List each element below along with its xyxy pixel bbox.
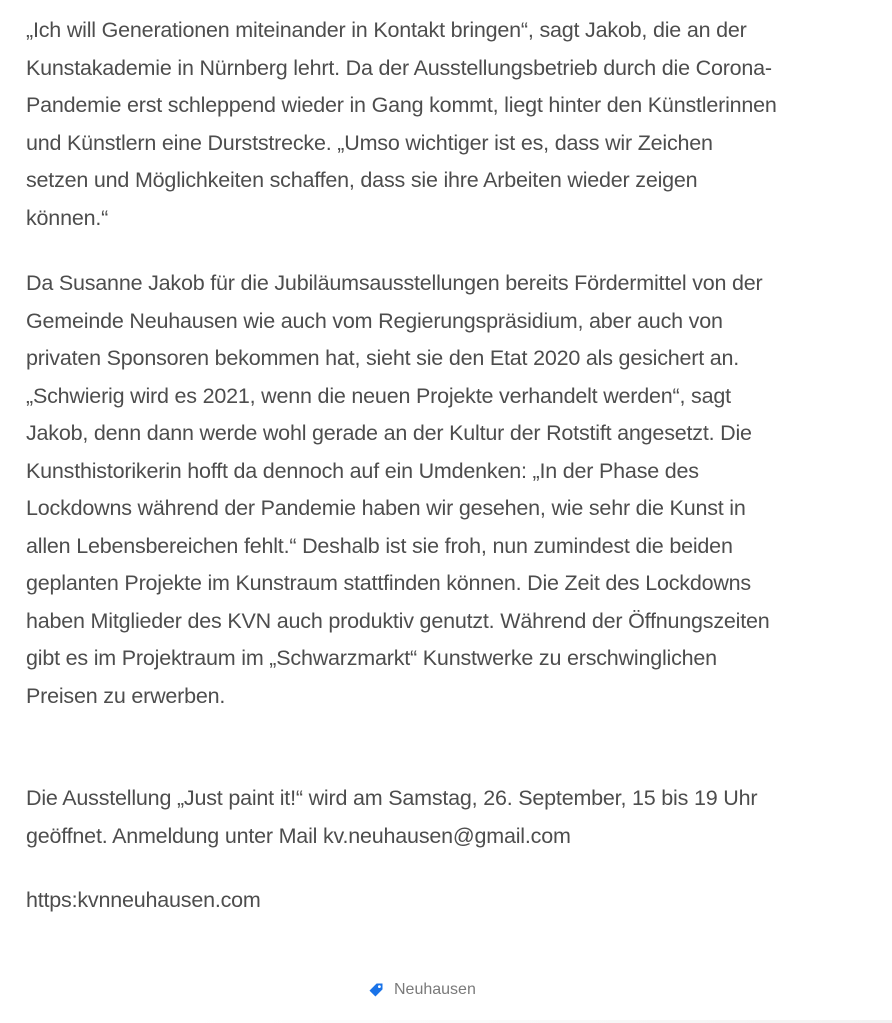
text-line: Pandemie erst schleppend wieder in Gang kommt, liegt hinter den Künstlerinnen xyxy=(26,93,777,117)
tag-icon xyxy=(368,982,384,998)
text-line: setzen und Möglichkeiten schaffen, dass sie ihre Arbeiten wieder zeigen xyxy=(26,168,698,192)
event-info-paragraph xyxy=(26,780,846,855)
text-line: Kunstakademie in Nürnberg lehrt. Da der Ausstellungsbetrieb durch die Corona- xyxy=(26,55,772,80)
text-line: Lockdowns während der Pandemie haben wir gesehen, wie sehr die Kunst in xyxy=(26,496,746,520)
text-line: Jakob, denn dann werde wohl gerade an der Kultur der Rotstift angesetzt. Die xyxy=(26,421,752,445)
text-line: allen Lebensbereichen fehlt.“ Deshalb ist sie froh, nun zumindest die beiden xyxy=(26,533,733,558)
article-body xyxy=(26,12,846,920)
website-text: https:kvnneuhausen.com xyxy=(26,888,261,912)
text-line: „Schwierig wird es 2021, wenn die neuen Projekte verhandelt werden“, sagt xyxy=(26,383,731,408)
article-paragraph xyxy=(26,12,846,237)
text-line: gibt es im Projektraum im „Schwarzmarkt“ Kunstwerke zu erschwinglichen xyxy=(26,646,717,670)
text-line: geöffnet. Anmeldung unter Mail kv.neuhausen@gmail.com xyxy=(26,823,571,848)
tag-link-neuhausen[interactable]: Neuhausen xyxy=(394,981,476,998)
text-line: privaten Sponsoren bekommen hat, sieht sie den Etat 2020 als gesichert an. xyxy=(26,346,740,370)
text-line: haben Mitglieder des KVN auch produktiv genutzt. Während der Öffnungszeiten xyxy=(26,608,770,633)
text-line: Die Ausstellung „Just paint it!“ wird am Samstag, 26. September, 15 bis 19 Uhr xyxy=(26,786,758,810)
text-line: Kunsthistorikerin hofft da dennoch auf ein Umdenken: „In der Phase des xyxy=(26,458,699,483)
text-line: „Ich will Generationen miteinander in Kontakt bringen“, sagt Jakob, die an der xyxy=(26,18,747,42)
website-paragraph xyxy=(26,882,846,920)
text-line: Gemeinde Neuhausen wie auch vom Regierungspräsidium, aber auch von xyxy=(26,308,723,333)
text-line: Da Susanne Jakob für die Jubiläumsausstellungen bereits Fördermittel von der xyxy=(26,271,763,295)
text-line: können.“ xyxy=(26,205,109,230)
text-line: Preisen zu erwerben. xyxy=(26,683,226,708)
post-tags xyxy=(368,981,476,999)
text-line: und Künstlern eine Durststrecke. „Umso wichtiger ist es, dass wir Zeichen xyxy=(26,130,713,155)
article-paragraph xyxy=(26,265,846,715)
text-line: geplanten Projekte im Kunstraum stattfinden können. Die Zeit des Lockdowns xyxy=(26,571,751,595)
